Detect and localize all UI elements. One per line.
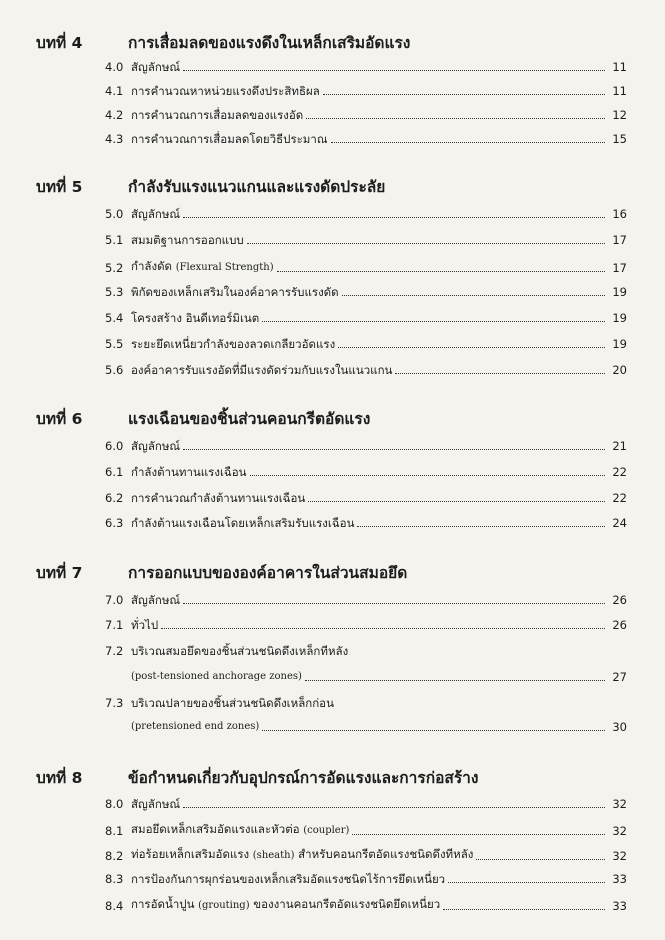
section-number: 8.0 xyxy=(105,797,124,811)
toc-entry xyxy=(105,490,627,506)
dot-leader xyxy=(308,501,605,502)
section-title: สัญลักษณ์ xyxy=(131,797,181,811)
toc-entry xyxy=(105,362,627,378)
section-title: กำลังต้านแรงเฉือนโดยเหล็กเสริมรับแรงเฉือน xyxy=(131,516,355,530)
page-number: 22 xyxy=(612,465,627,479)
section-title: สัญลักษณ์ xyxy=(131,439,181,453)
toc-entry xyxy=(105,336,627,352)
section-title-english: (coupler) xyxy=(303,825,350,836)
section-title: สัญลักษณ์ xyxy=(131,593,181,607)
page-number: 17 xyxy=(612,233,627,247)
section-number: 6.2 xyxy=(105,491,124,505)
page-number: 30 xyxy=(612,720,627,734)
chapter-number: บทที่ 8 xyxy=(36,769,83,787)
toc-entry xyxy=(105,258,627,276)
section-title-thai-cont: สำหรับคอนกรีตอัดแรงชนิดดึงทีหลัง xyxy=(298,847,474,861)
section-title xyxy=(131,896,440,914)
page-number: 19 xyxy=(612,285,627,299)
section-number: 4.2 xyxy=(105,108,124,122)
chapter-number: บทที่ 6 xyxy=(36,410,83,428)
chapter-title: ข้อกำหนดเกี่ยวกับอุปกรณ์การอัดแรงและการก่อสร้าง xyxy=(128,769,479,787)
dot-leader xyxy=(183,449,605,450)
page-number: 19 xyxy=(612,311,627,325)
dot-leader xyxy=(476,859,605,860)
section-title: สัญลักษณ์ xyxy=(131,207,181,221)
section-number: 5.2 xyxy=(105,261,124,275)
dot-leader xyxy=(357,526,605,527)
dot-leader xyxy=(161,628,605,629)
section-number: 5.0 xyxy=(105,207,124,221)
section-title xyxy=(131,846,473,864)
section-title-english: (sheath) xyxy=(252,850,295,861)
section-title: การคำนวณการเสื่อมลดโดยวิธีประมาณ xyxy=(131,132,328,146)
dot-leader xyxy=(448,882,605,883)
toc-entry xyxy=(105,464,627,480)
dot-leader xyxy=(306,118,605,119)
page-number: 33 xyxy=(612,899,627,913)
toc-entry xyxy=(105,284,627,300)
section-title: โครงสร้าง อินดีเทอร์มิเนต xyxy=(131,311,260,325)
toc-entry xyxy=(105,131,627,147)
section-number: 5.3 xyxy=(105,285,124,299)
page-number: 20 xyxy=(612,363,627,377)
chapter-title: กำลังรับแรงแนวแกนและแรงดัดประลัย xyxy=(128,178,386,196)
section-number: 6.1 xyxy=(105,465,124,479)
chapter-heading xyxy=(36,767,635,789)
chapter-number: บทที่ 4 xyxy=(36,34,83,52)
dot-leader xyxy=(305,680,605,681)
section-title: องค์อาคารรับแรงอัดที่มีแรงดัดร่วมกับแรงในแนวแกน xyxy=(131,363,393,377)
toc-entry xyxy=(105,59,627,75)
section-number: 5.4 xyxy=(105,311,124,325)
dot-leader xyxy=(262,321,605,322)
chapter-heading xyxy=(36,32,635,54)
toc-entry xyxy=(105,310,627,326)
page-number: 27 xyxy=(612,670,627,684)
toc-entry xyxy=(105,796,627,812)
chapter-number: บทที่ 7 xyxy=(36,564,83,582)
page-number: 24 xyxy=(612,516,627,530)
dot-leader xyxy=(331,142,605,143)
section-title: บริเวณสมอยึดของชิ้นส่วนชนิดดึงเหล็กทีหลัง xyxy=(131,644,349,658)
toc-entry xyxy=(105,232,627,248)
page-number: 26 xyxy=(612,593,627,607)
section-number: 8.1 xyxy=(105,824,124,838)
dot-leader xyxy=(183,217,605,218)
chapter-heading xyxy=(36,408,635,430)
page-number: 16 xyxy=(612,207,627,221)
toc-entry xyxy=(105,643,627,659)
section-number: 8.2 xyxy=(105,849,124,863)
chapter-number: บทที่ 5 xyxy=(36,178,83,196)
section-title: สัญลักษณ์ xyxy=(131,60,181,74)
section-title: กำลังต้านทานแรงเฉือน xyxy=(131,465,247,479)
page-number: 19 xyxy=(612,337,627,351)
section-number: 8.4 xyxy=(105,899,124,913)
section-number: 5.5 xyxy=(105,337,124,351)
toc-entry xyxy=(105,617,627,633)
toc-entry xyxy=(105,846,627,864)
page-number: 22 xyxy=(612,491,627,505)
section-title: การคำนวณหาหน่วยแรงดึงประสิทธิผล xyxy=(131,84,320,98)
dot-leader xyxy=(262,730,605,731)
dot-leader xyxy=(342,295,605,296)
toc-entry xyxy=(105,695,627,711)
section-title: สมมติฐานการออกแบบ xyxy=(131,233,244,247)
dot-leader xyxy=(247,243,605,244)
chapter-title: แรงเฉือนของชิ้นส่วนคอนกรีตอัดแรง xyxy=(128,410,371,428)
section-title-thai: กำลังดัด xyxy=(131,259,173,273)
section-number: 7.1 xyxy=(105,618,124,632)
section-title: ระยะยึดเหนี่ยวกำลังของลวดเกลียวอัดแรง xyxy=(131,337,336,351)
page-number: 21 xyxy=(612,439,627,453)
page-number: 11 xyxy=(612,84,627,98)
section-title: การคำนวณกำลังต้านทานแรงเฉือน xyxy=(131,491,306,505)
toc-entry xyxy=(105,592,627,608)
section-title: พิกัดของเหล็กเสริมในองค์อาคารรับแรงดัด xyxy=(131,285,339,299)
dot-leader xyxy=(395,373,605,374)
section-title: การคำนวณการเสื่อมลดของแรงอัด xyxy=(131,108,304,122)
section-title-thai: การอัดน้ำปูน xyxy=(131,897,195,911)
page-number: 12 xyxy=(612,108,627,122)
dot-leader xyxy=(352,834,605,835)
section-number: 8.3 xyxy=(105,872,124,886)
section-number: 4.1 xyxy=(105,84,124,98)
page-number: 15 xyxy=(612,132,627,146)
toc-entry xyxy=(105,871,627,887)
toc-entry xyxy=(105,821,627,839)
section-title-english: (grouting) xyxy=(198,900,250,911)
dot-leader xyxy=(250,475,605,476)
dot-leader xyxy=(277,271,605,272)
toc-entry xyxy=(105,515,627,531)
section-title-english: (pretensioned end zones) xyxy=(131,721,260,732)
section-number: 4.0 xyxy=(105,60,124,74)
dot-leader xyxy=(183,603,605,604)
section-title: บริเวณปลายของชิ้นส่วนชนิดดึงเหล็กก่อน xyxy=(131,696,334,710)
toc-entry xyxy=(105,206,627,222)
section-number: 6.3 xyxy=(105,516,124,530)
toc-entry-continuation xyxy=(105,719,627,735)
section-title: การป้องกันการผุกร่อนของเหล็กเสริมอัดแรงชนิดไร้การยึดเหนี่ยว xyxy=(131,872,446,886)
toc-entry xyxy=(105,896,627,914)
dot-leader xyxy=(323,94,605,95)
section-title-english: (post-tensioned anchorage zones) xyxy=(131,671,302,682)
section-title: ทั่วไป xyxy=(131,618,159,632)
section-title xyxy=(131,258,274,276)
toc-entry xyxy=(105,107,627,123)
section-title-thai: สมอยึดเหล็กเสริมอัดแรงและหัวต่อ xyxy=(131,822,300,836)
toc-entry-continuation xyxy=(105,669,627,685)
section-number: 5.1 xyxy=(105,233,124,247)
section-number: 4.3 xyxy=(105,132,124,146)
section-title-thai: ท่อร้อยเหล็กเสริมอัดแรง xyxy=(131,847,250,861)
chapter-title: การเสื่อมลดของแรงดึงในเหล็กเสริมอัดแรง xyxy=(128,34,411,52)
section-title xyxy=(131,821,349,839)
dot-leader xyxy=(183,70,605,71)
chapter-heading xyxy=(36,176,635,198)
page-number: 33 xyxy=(612,872,627,886)
dot-leader xyxy=(443,909,605,910)
page-number: 11 xyxy=(612,60,627,74)
section-title-english: (Flexural Strength) xyxy=(175,262,274,273)
section-number: 5.6 xyxy=(105,363,124,377)
page-number: 26 xyxy=(612,618,627,632)
toc-entry xyxy=(105,83,627,99)
chapter-title: การออกแบบขององค์อาคารในส่วนสมอยึด xyxy=(128,564,408,582)
section-number: 7.3 xyxy=(105,696,124,710)
page-number: 32 xyxy=(612,824,627,838)
dot-leader xyxy=(183,807,605,808)
page-number: 17 xyxy=(612,261,627,275)
chapter-heading xyxy=(36,562,635,584)
page-number: 32 xyxy=(612,797,627,811)
section-number: 7.0 xyxy=(105,593,124,607)
page-number: 32 xyxy=(612,849,627,863)
section-number: 6.0 xyxy=(105,439,124,453)
section-number: 7.2 xyxy=(105,644,124,658)
section-title-thai-cont: ของงานคอนกรีตอัดแรงชนิดยึดเหนี่ยว xyxy=(253,897,441,911)
dot-leader xyxy=(338,347,605,348)
toc-entry xyxy=(105,438,627,454)
